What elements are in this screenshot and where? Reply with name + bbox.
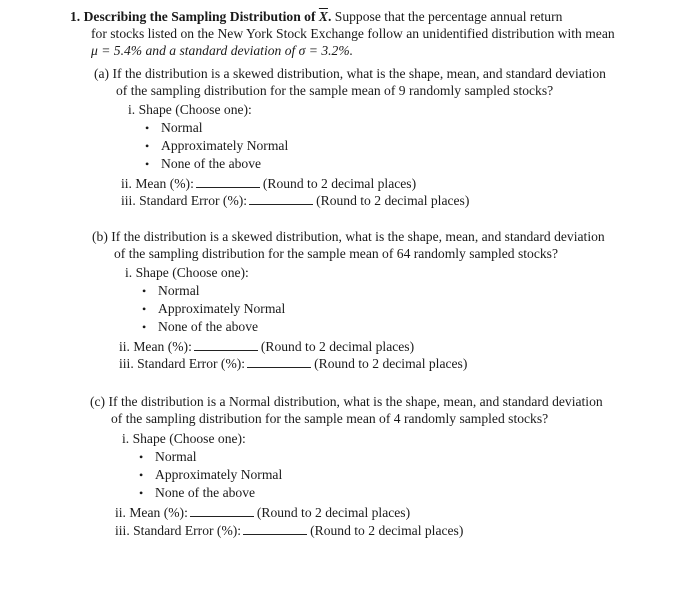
bullet-icon: • [145, 121, 150, 135]
part-c-question-line-2: of the sampling distribution for the sample mean of 4 randomly sampled stocks? [111, 411, 549, 426]
bullet-icon: • [145, 139, 150, 153]
part-c-shape-label: i. Shape (Choose one): [122, 431, 246, 446]
bullet-icon: • [145, 157, 150, 171]
part-c-se-row: iii. Standard Error (%): (Round to 2 decimal places) [115, 523, 464, 538]
bullet-icon: • [142, 284, 147, 298]
part-c-option-normal[interactable]: • Normal [139, 449, 197, 464]
bullet-icon: • [142, 302, 147, 316]
problem-title: Describing the Sampling Distribution of [83, 9, 316, 24]
part-b-se-blank[interactable] [247, 354, 311, 368]
bullet-icon: • [139, 486, 144, 500]
problem-heading: 1. Describing the Sampling Distribution of $\overline{X}$. Suppose that the percentage annual return [70, 9, 563, 24]
problem-number: 1. [70, 9, 81, 24]
part-c-mean-row: ii. Mean (%): (Round to 2 decimal places) [115, 505, 411, 520]
part-a-shape-label: i. Shape (Choose one): [128, 102, 252, 117]
part-a-label: (a) [94, 66, 110, 81]
part-b-label: (b) [92, 229, 108, 244]
part-a-question-line-1: (a) If the distribution is a skewed distribution, what is the shape, mean, and standard deviation [94, 66, 606, 81]
part-c-label: (c) [90, 394, 106, 409]
problem-title-variable: $\overline{X}$ [318, 9, 328, 24]
part-a-option-approx-normal[interactable]: • Approximately Normal [145, 138, 289, 153]
part-a-se-blank[interactable] [249, 191, 313, 205]
bullet-icon: • [139, 450, 144, 464]
part-b-option-approx-normal[interactable]: • Approximately Normal [142, 301, 286, 316]
part-b-mean-blank[interactable] [194, 337, 258, 351]
bullet-icon: • [142, 320, 147, 334]
problem-intro-line-1: Suppose that the percentage annual return [334, 9, 563, 24]
part-a-mean-row: ii. Mean (%): (Round to 2 decimal places) [121, 176, 417, 191]
part-b-option-normal[interactable]: • Normal [142, 283, 200, 298]
problem-intro-line-3: μ = 5.4% and a standard deviation of σ = 3.2%. [91, 43, 354, 58]
part-a-question-line-2: of the sampling distribution for the sample mean of 9 randomly sampled stocks? [116, 83, 554, 98]
part-a-se-row: iii. Standard Error (%): (Round to 2 decimal places) [121, 193, 470, 208]
part-b-question-line-1: (b) If the distribution is a skewed distribution, what is the shape, mean, and standard deviation [92, 229, 605, 244]
part-c-option-approx-normal[interactable]: • Approximately Normal [139, 467, 283, 482]
part-c-mean-blank[interactable] [190, 503, 254, 517]
part-b-shape-label: i. Shape (Choose one): [125, 265, 249, 280]
bullet-icon: • [139, 468, 144, 482]
part-a-mean-blank[interactable] [196, 174, 260, 188]
part-b-option-none[interactable]: • None of the above [142, 319, 259, 334]
part-a-option-none[interactable]: • None of the above [145, 156, 262, 171]
part-a-option-normal[interactable]: • Normal [145, 120, 203, 135]
problem-intro-line-2: for stocks listed on the New York Stock Exchange follow an unidentified distribution with mean [91, 26, 615, 41]
part-b-question-line-2: of the sampling distribution for the sample mean of 64 randomly sampled stocks? [114, 246, 558, 261]
part-c-option-none[interactable]: • None of the above [139, 485, 256, 500]
part-c-se-blank[interactable] [243, 521, 307, 535]
part-b-se-row: iii. Standard Error (%): (Round to 2 decimal places) [119, 356, 468, 371]
part-b-mean-row: ii. Mean (%): (Round to 2 decimal places) [119, 339, 415, 354]
part-c-question-line-1: (c) If the distribution is a Normal distribution, what is the shape, mean, and standard deviation [90, 394, 603, 409]
